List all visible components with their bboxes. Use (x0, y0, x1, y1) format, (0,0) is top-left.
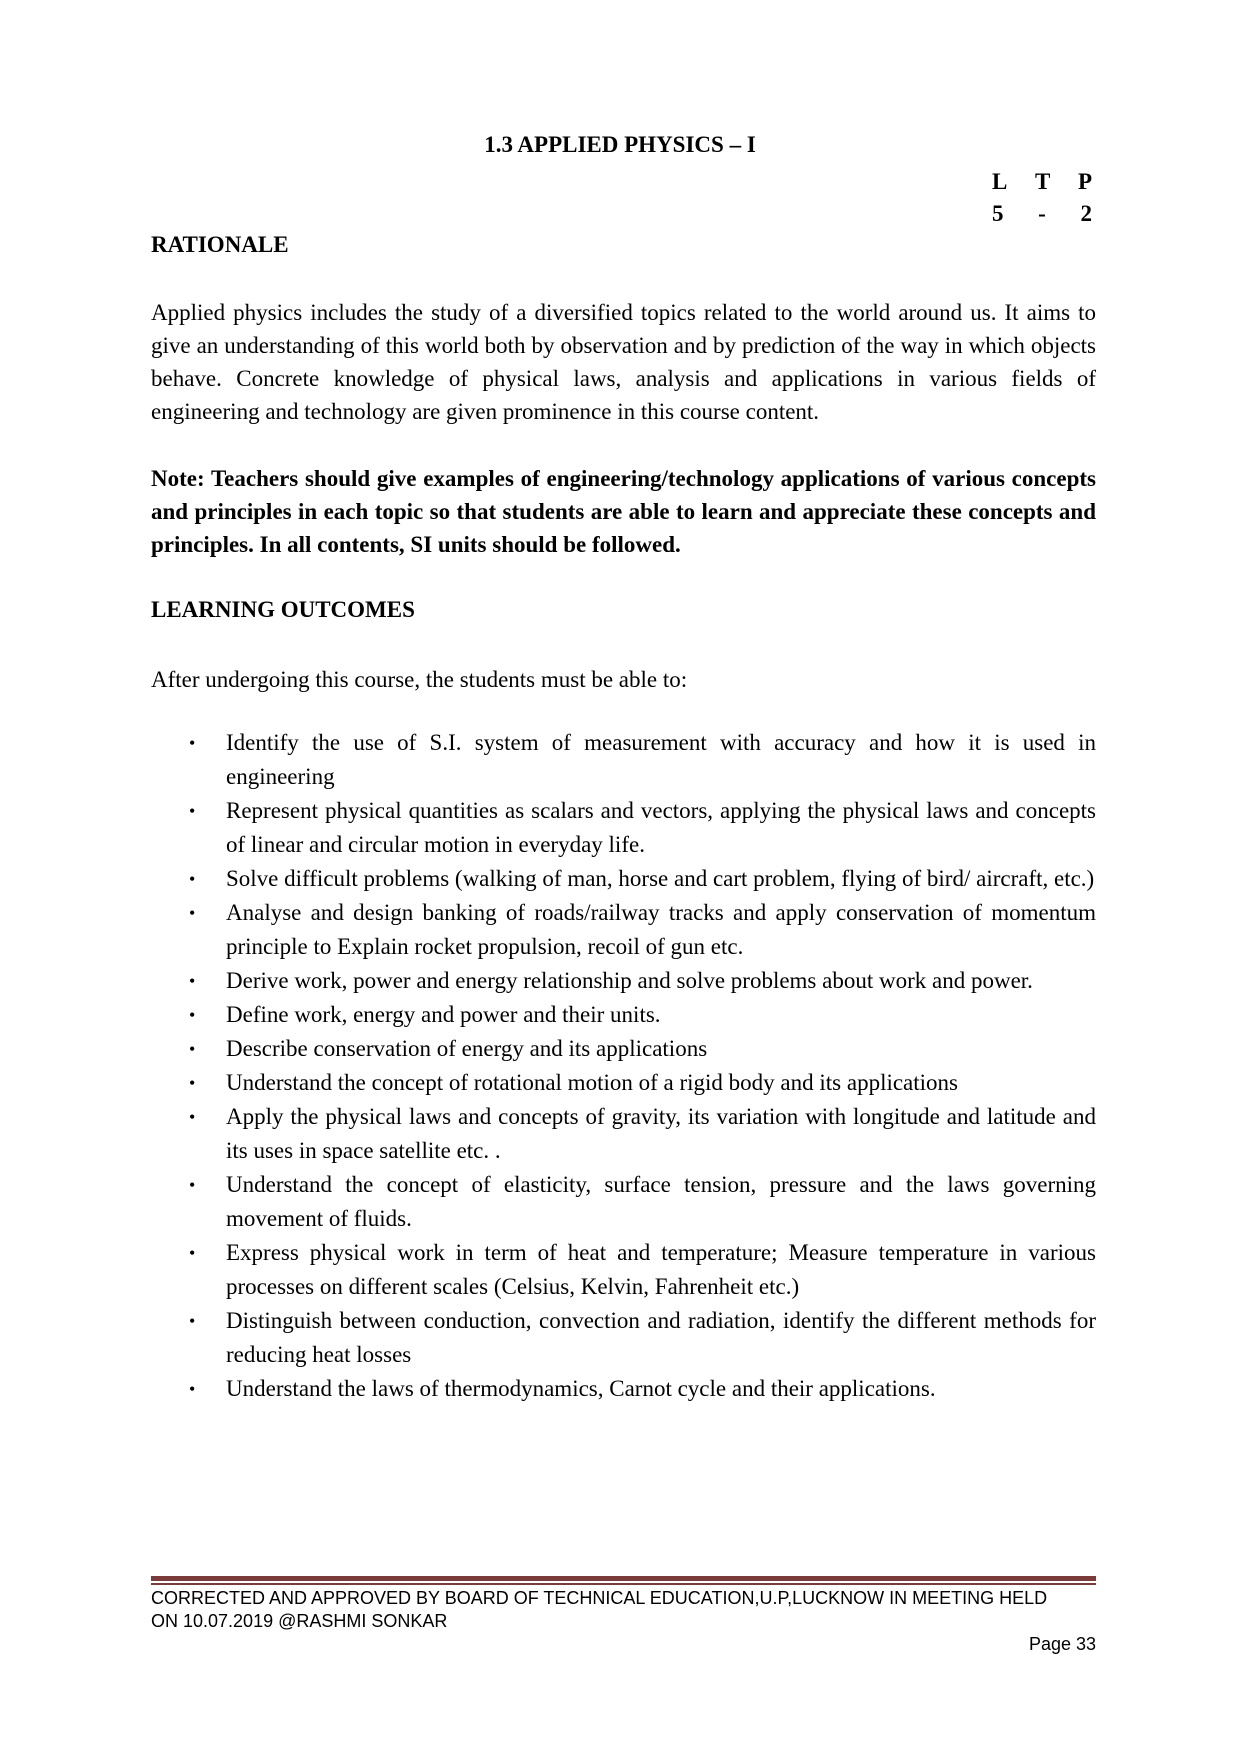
list-item-text: Derive work, power and energy relationship and solve problems about work and power. (226, 968, 1033, 993)
ltp-label-t: T (1034, 169, 1051, 194)
list-item-text: Analyse and design banking of roads/railway tracks and apply conservation of momentum principle to Explain rocket propulsion, recoil of gun etc. (226, 900, 1096, 959)
list-item-text: Identify the use of S.I. system of measurement with accuracy and how it is used in engineering (226, 730, 1096, 789)
bullet-icon: • (189, 733, 196, 753)
list-item (151, 1168, 1096, 1236)
ltp-value-l: 5 (992, 201, 1004, 226)
list-item-text: Understand the concept of rotational motion of a rigid body and its applications (226, 1070, 958, 1095)
bullet-icon: • (189, 1311, 196, 1331)
list-item (151, 998, 1096, 1032)
teacher-note: Note: Teachers should give examples of engineering/technology applications of various concepts and principles in each topic so that students are able to learn and appreciate these concepts and principles. In all contents, SI units should be followed. (151, 466, 1096, 557)
footer-line-1: CORRECTED AND APPROVED BY BOARD OF TECHNICAL EDUCATION,U.P,LUCKNOW IN MEETING HELD (151, 1588, 1048, 1608)
list-item-text: Describe conservation of energy and its applications (226, 1036, 708, 1061)
rationale-heading: RATIONALE (151, 232, 289, 257)
bullet-icon: • (189, 971, 196, 991)
list-item (151, 1304, 1096, 1372)
bullet-icon: • (189, 903, 196, 923)
rationale-text: Applied physics includes the study of a diversified topics related to the world around us. It aims to give an understanding of this world both by observation and by prediction of the way in which objects behave. Concrete knowledge of physical laws, analysis and applications in various fields of engineering and technology are given prominence in this course content. (151, 300, 1096, 424)
footer-divider-thin (151, 1583, 1096, 1585)
bullet-icon: • (189, 869, 196, 889)
list-item-text: Express physical work in term of heat and temperature; Measure temperature in various processes on different scales (Celsius, Kelvin, Fahrenheit etc.) (226, 1240, 1096, 1299)
ltp-value-p: 2 (1080, 201, 1092, 226)
ltp-label-l: L (992, 169, 1008, 194)
course-title: 1.3 APPLIED PHYSICS – I (484, 132, 756, 157)
bullet-icon: • (189, 1107, 196, 1127)
list-item (151, 1032, 1096, 1066)
list-item (151, 862, 1096, 896)
footer-approval-note (151, 1587, 1096, 1633)
list-item (151, 1066, 1096, 1100)
bullet-icon: • (189, 1039, 196, 1059)
ltp-value-t: - (1038, 201, 1046, 226)
list-item (151, 1100, 1096, 1168)
ltp-table (992, 166, 1092, 230)
footer-divider-thick (151, 1576, 1096, 1581)
bullet-icon: • (189, 1243, 196, 1263)
list-item (151, 896, 1096, 964)
list-item-text: Understand the concept of elasticity, surface tension, pressure and the laws governing movement of fluids. (226, 1172, 1096, 1231)
ltp-values-row (992, 198, 1092, 230)
learning-outcomes-heading: LEARNING OUTCOMES (151, 597, 415, 622)
bullet-icon: • (189, 1175, 196, 1195)
list-item-text: Define work, energy and power and their units. (226, 1002, 661, 1027)
ltp-labels-row (992, 166, 1092, 198)
page-number: Page 33 (1028, 1634, 1096, 1654)
bullet-icon: • (189, 801, 196, 821)
list-item (151, 726, 1096, 794)
list-item-text: Understand the laws of thermodynamics, Carnot cycle and their applications. (226, 1376, 936, 1401)
learning-outcomes-intro: After undergoing this course, the students must be able to: (151, 667, 688, 692)
ltp-label-p: P (1077, 169, 1092, 194)
list-item-text: Solve difficult problems (walking of man, horse and cart problem, flying of bird/ aircraft, etc.) (226, 866, 1095, 891)
bullet-icon: • (189, 1073, 196, 1093)
learning-outcomes-list (151, 726, 1096, 1406)
list-item (151, 1236, 1096, 1304)
list-item (151, 1372, 1096, 1406)
list-item-text: Distinguish between conduction, convection and radiation, identify the different methods for reducing heat losses (226, 1308, 1096, 1367)
list-item-text: Represent physical quantities as scalars and vectors, applying the physical laws and concepts of linear and circular motion in everyday life. (226, 798, 1096, 857)
list-item (151, 794, 1096, 862)
bullet-icon: • (189, 1005, 196, 1025)
list-item-text: Apply the physical laws and concepts of gravity, its variation with longitude and latitude and its uses in space satellite etc. . (226, 1104, 1096, 1163)
footer-line-2: ON 10.07.2019 @RASHMI SONKAR (151, 1611, 448, 1631)
list-item (151, 964, 1096, 998)
bullet-icon: • (189, 1379, 196, 1399)
